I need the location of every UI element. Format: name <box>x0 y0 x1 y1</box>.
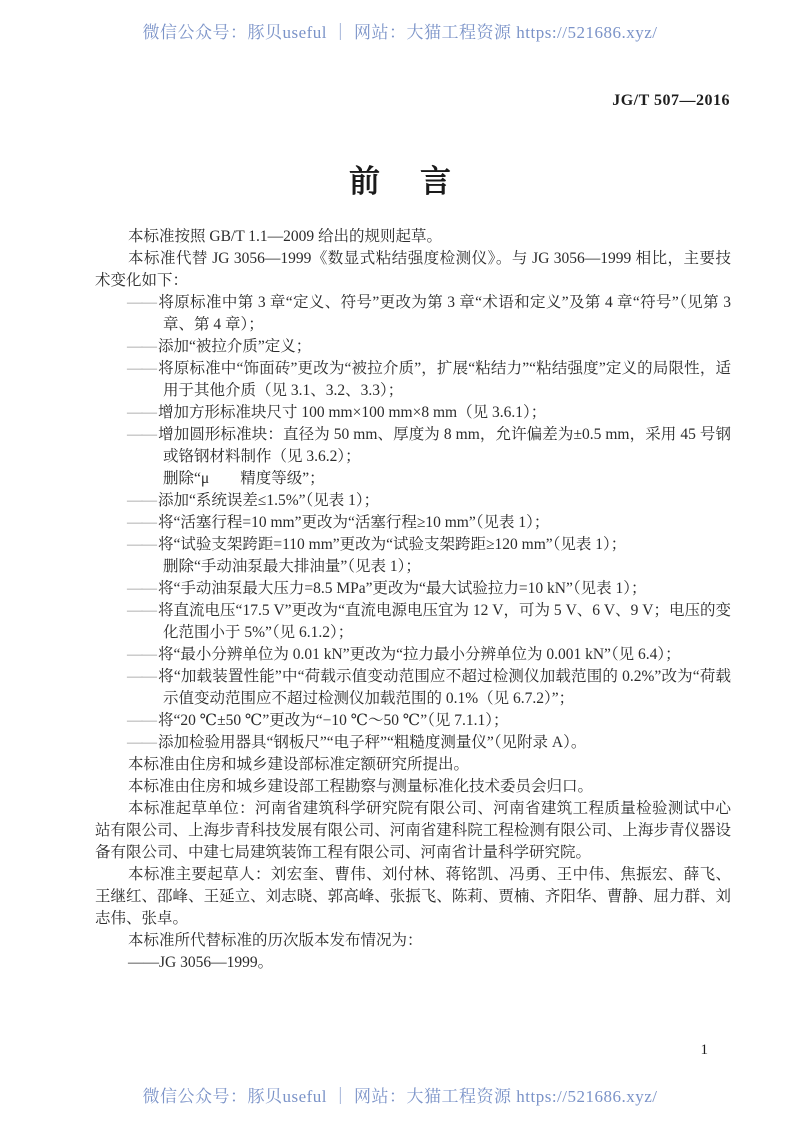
item-dash: —— <box>127 338 156 355</box>
change-item <box>95 732 731 754</box>
change-item <box>95 666 731 710</box>
closing-paragraph: 本标准起草单位：河南省建筑科学研究院有限公司、河南省建筑工程质量检验测试中心站有限公司、上海步青科技发展有限公司、河南省建科院工程检测有限公司、上海步青仪器设备有限公司、中建七局建筑装饰工程有限公司、河南省计量科学研究院。 <box>95 800 731 861</box>
change-item <box>95 534 731 556</box>
closing-paragraph: 本标准由住房和城乡建设部标准定额研究所提出。 <box>128 756 470 773</box>
change-item <box>95 424 731 468</box>
change-item-text: 将“活塞行程=10 mm”更改为“活塞行程≥10 mm”（见表 1）； <box>158 514 550 531</box>
header-promo-note: 微信公众号：豚贝useful ｜ 网站：大猫工程资源 https://521686.xyz/ <box>142 23 658 42</box>
change-item <box>95 512 731 534</box>
closing-paragraph: 本标准由住房和城乡建设部工程勘察与测量标准化技术委员会归口。 <box>128 778 594 795</box>
change-item-text: 将原标准中“饰面砖”更改为“被拉介质”，扩展“粘结力”“粘结强度”定义的局限性，适用于其他介质（见 3.1、3.2、3.3）； <box>158 360 731 399</box>
change-item-text: 删除“手动油泵最大排油量”（见表 1）； <box>163 558 421 575</box>
change-item <box>95 336 731 358</box>
item-dash: —— <box>127 536 156 553</box>
change-item-text: 添加“系统误差≤1.5%”（见表 1）； <box>158 492 380 509</box>
item-dash: —— <box>127 514 156 531</box>
change-item-text: 将原标准中第 3 章“定义、符号”更改为第 3 章“术语和定义”及第 4 章“符号”（见第 3 章、第 4 章）； <box>158 294 731 333</box>
change-item-text: 将“20 ℃±50 ℃”更改为“−10 ℃～50 ℃”（见 7.1.1）； <box>158 712 509 729</box>
item-dash: —— <box>127 602 156 619</box>
closing-paragraph: 本标准主要起草人：刘宏奎、曹伟、刘付林、蒋铭凯、冯勇、王中伟、焦振宏、薛飞、王继红、邵峰、王延立、刘志晓、郭高峰、张振飞、陈莉、贾楠、齐阳华、曹静、屈力群、刘志伟、张卓。 <box>95 866 731 927</box>
change-item-text: 删除“μ 精度等级”； <box>163 470 325 487</box>
change-item <box>95 292 731 336</box>
change-item <box>95 490 731 512</box>
change-item-text: 将“加载装置性能”中“荷载示值变动范围应不超过检测仪加载范围的 0.2%”改为“荷载示值变动范围应不超过检测仪加载范围的 0.1%（见 6.7.2）”； <box>158 668 731 707</box>
item-dash: —— <box>127 294 156 311</box>
change-item <box>95 600 731 644</box>
change-item-text: 将“最小分辨单位为 0.01 kN”更改为“拉力最小分辨单位为 0.001 kN”（见 6.4）； <box>158 646 681 663</box>
change-item-text: 增加圆形标准块：直径为 50 mm、厚度为 8 mm，允许偏差为±0.5 mm，采用 45 号钢或铬钢材料制作（见 3.6.2）； <box>158 426 731 465</box>
change-item-text: 将直流电压“17.5 V”更改为“直流电源电压宜为 12 V，可为 5 V、6 V、9 V；电压的变化范围小于 5%”（见 6.1.2）； <box>158 602 731 641</box>
closing-paragraph: 本标准所代替标准的历次版本发布情况为： <box>128 932 423 949</box>
item-dash: —— <box>127 492 156 509</box>
change-item <box>95 710 731 732</box>
intro-paragraph: 本标准按照 GB/T 1.1—2009 给出的规则起草。 <box>128 228 443 245</box>
item-dash: —— <box>127 712 156 729</box>
change-item <box>95 644 731 666</box>
foreword-body <box>95 226 731 974</box>
change-item <box>95 402 731 424</box>
change-item-text: 将“手动油泵最大压力=8.5 MPa”更改为“最大试验拉力=10 kN”（见表 1）； <box>158 580 647 597</box>
change-item <box>95 468 731 490</box>
item-dash: —— <box>127 646 156 663</box>
item-dash: —— <box>127 404 156 421</box>
replaced-edition-item: ——JG 3056—1999。 <box>128 954 274 971</box>
change-item-text: 添加“被拉介质”定义； <box>158 338 312 355</box>
change-item-text: 添加检验用器具“钢板尺”“电子秤”“粗糙度测量仪”（见附录 A）。 <box>158 734 587 751</box>
item-dash: —— <box>127 426 156 443</box>
item-dash: —— <box>127 734 156 751</box>
footer-promo-note: 微信公众号：豚贝useful ｜ 网站：大猫工程资源 https://521686.xyz/ <box>142 1087 658 1106</box>
page-title <box>0 156 800 201</box>
change-item <box>95 358 731 402</box>
standard-number: JG/T 507—2016 <box>612 92 730 109</box>
page-number: 1 <box>700 1042 708 1058</box>
item-dash: —— <box>127 668 156 685</box>
change-item-text: 增加方形标准块尺寸 100 mm×100 mm×8 mm（见 3.6.1）； <box>158 404 547 421</box>
item-dash: —— <box>127 580 156 597</box>
intro-paragraph: 本标准代替 JG 3056—1999《数显式粘结强度检测仪》。与 JG 3056—1999 相比，主要技术变化如下： <box>95 250 731 289</box>
change-item <box>95 578 731 600</box>
title-char-2: 言 <box>420 164 451 199</box>
title-char-1: 前 <box>349 164 380 199</box>
item-dash: —— <box>127 360 156 377</box>
change-item-text: 将“试验支架跨距=110 mm”更改为“试验支架跨距≥120 mm”（见表 1）； <box>158 536 627 553</box>
change-item <box>95 556 731 578</box>
